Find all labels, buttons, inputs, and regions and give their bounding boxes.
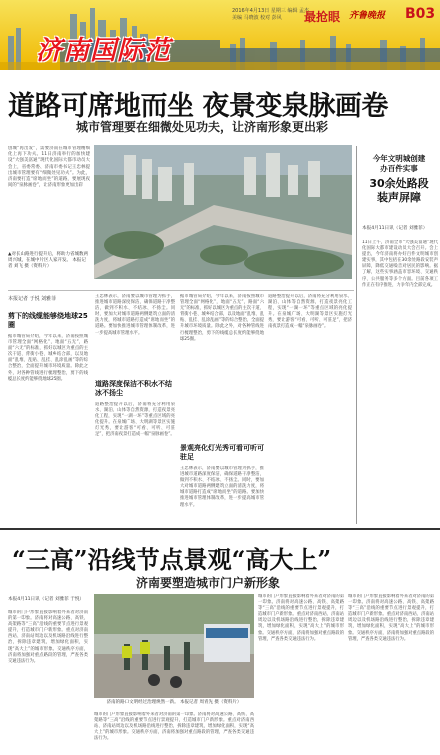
section2-text: 道路整治提升以后，济南将充分利用泉水、湖泊、山体等自然资源，打造夜景亮化工程，实现“一湖一环”等重点区域的亮化提升。在泉城广场、大明湖等景区实施灯光秀，要让游客“可看、可听、可驻足”，把济南夜景打造成一幅“泉脉画卷”。 (95, 402, 175, 438)
main-subhead: 城市管理要在细微处见功夫，让济南形象更出彩 (76, 120, 329, 134)
section2-title: 道路深度保洁不积水不结冰不扬尘 (95, 380, 172, 397)
section-name: 最抢眼 (304, 10, 341, 24)
article-divider (0, 528, 440, 530)
second-text-col3: 城市的门户形象直接影响着外来者对济南的第一印象。济南将对高速公路、高铁、高架路等“三高”沿线的重要节点进行景观提升，打造城市门户新形象。重点对济南西站、济南站周边以及机场路沿线进行整治，拆除违章建筑，增加绿化面积，实现“高大上”的城市形象。交通秩序方面，济南将加强对重点路段的管理，严查各类交通违法行为。 (258, 594, 344, 642)
sidebar-text: 11日上午，济南全市“大强美富通”现代化国际大都市建设动员大会召开。会上提出，今年济南将办好百件文明城市创建实事，其中包括在30余处路段安装声屏障，降低交通噪音对居民的影响。据了解，这些实事涵盖市容环境、交通秩序、公共服务等多个方面。目前各项工作正在有序推进，力争年内全部完成。 (362, 240, 438, 288)
page-number: B03 (405, 6, 436, 22)
photo-caption: ▲对长山路进行提升后，将助力省城数两周兴城，在城中片区人家开发。 本报记者 刘飞 摄（资料片） (8, 252, 88, 269)
newspaper-logo: 齐鲁晚报 (349, 11, 386, 21)
second-headline: “三高”沿线节点景观“高大上” (12, 545, 332, 574)
sidebar-byline: 本报4月11日讯（记者 刘雅菲） (362, 226, 428, 231)
section3-text: 王忠林表示，济南要以城市管理为抓手，推进城市道路深度保洁，确保道路干净整洁，做到不积水、不结冰、不扬尘。同时，要加大对城市道路两侧建筑立面的清洗力度，将城市道路打造成“席地而坐”的道路。要加快推进城市管理体制改革，进一步提高城市管理水平。 (180, 466, 264, 508)
article-byline: 本报记者 于悦 刘雅菲 (8, 296, 57, 302)
lead-paragraph: 创城“再出发”，需要济南在城市管理精细化上再下功夫。11日济南举行的加快建设“大强美富通”现代化国际大都市动员大会上，省委常委、济南市委书记王忠林提出城市管理要有“细微处见功夫”。为此，济南要打造“席地而坐”的道路，要展现夜间的“泉脉画卷”，让济南形象更加出彩 (8, 146, 90, 189)
section1-title: 剪下的线缆能够绕地球25圈 (8, 312, 88, 329)
second-text-col4: 城市的门户形象直接影响着外来者对济南的第一印象。济南将对高速公路、高铁、高架路等“三高”沿线的重要节点进行景观提升，打造城市门户新形象。重点对济南西站、济南站周边以及机场路沿线进行整治，拆除违章建筑，增加绿化面积，实现“高大上”的城市形象。交通秩序方面，济南将加强对重点路段的管理，严查各类交通违法行为。 (348, 594, 434, 642)
column3-text: 据市城管局介绍，今年以来，济南按照城市管理全面“网格化”，地面“五无”，路面“六无”的标准，抓好以城区为重点的主次干道、背街小巷、城乡结合部，以及地面“乱堆、乱贴、乱挂、乱涂乱画”等的综合整治，全面提升城市环境质量。除此之外，对各种管线进行梳理整治，剪下的线缆总长度约能够绕地球25圈。 (180, 294, 264, 342)
dateline: 2016年4月13日 星期三 编辑 孟杰 美编 马晓波 校对 彭风 (232, 8, 310, 21)
photo-illustration-2 (94, 594, 254, 698)
second-byline: 本报4月11日讯（记者 刘雅菲 于悦） (8, 597, 85, 602)
photo-illustration (94, 145, 352, 279)
city-aerial-photo (94, 145, 352, 279)
sidebar-title-line2: 办百件实事 (380, 164, 418, 173)
column2-text: 王忠林表示，济南要以城市管理为抓手，推进城市道路深度保洁，确保道路干净整洁，做到不积水、不结冰、不扬尘。同时，要加大对城市道路两侧建筑立面的清洗力度，将城市道路打造成“席地而坐”的道路。要加快推进城市管理体制改革，进一步提高城市管理水平。 (95, 294, 175, 336)
section3-title: 景观亮化灯光秀可看可听可驻足 (180, 444, 264, 461)
second-subhead: 济南要塑造城市门户新形象 (136, 576, 281, 590)
second-photo-caption: 济南的路口文明经过治理焕然一新。 本报记者 周青先 摄（资料片） (106, 700, 242, 705)
second-text-col1: 城市的门户形象直接影响着外来者对济南的第一印象。济南将对高速公路、高铁、高架路等“三高”沿线的重要节点进行景观提升，打造城市门户新形象。重点对济南西站、济南站周边以及机场路沿线进行整治，拆除违章建筑，增加绿化面积，实现“高大上”的城市形象。交通秩序方面，济南将加强对重点路段的管理，严查各类交通违法行为。 (8, 610, 88, 664)
sidebar-title-line3: 30余处路段 (369, 177, 429, 190)
divider-line (8, 290, 354, 291)
street-traffic-photo (94, 594, 254, 698)
main-headline: 道路可席地而坐 夜景变泉脉画卷 (8, 91, 388, 122)
second-text-col2: 城市的门户形象直接影响着外来者对济南的第一印象。济南将对高速公路、高铁、高架路等“三高”沿线的重要节点进行景观提升，打造城市门户新形象。重点对济南西站、济南站周边以及机场路沿线进行整治，拆除违章建筑，增加绿化面积，实现“高大上”的城市形象。交通秩序方面，济南将加强对重点路段的管理，严查各类交通违法行为。 (94, 712, 254, 742)
sidebar-title-line4: 装声屏障 (377, 191, 421, 204)
section-masthead: 济南国际范 (36, 36, 172, 66)
section1-text: 据市城管局介绍，今年以来，济南按照城市管理全面“网格化”，地面“五无”，路面“六无”的标准，抓好以城区为重点的主次干道、背街小巷、城乡结合部，以及地面“乱堆、乱贴、乱挂、乱涂乱画”等的综合整治，全面提升城市环境质量。除此之外，对各种管线进行梳理整治，剪下的线缆总长度约能够绕地球25圈。 (8, 334, 88, 382)
column-divider (356, 146, 357, 524)
sidebar-title-line1: 今年文明城创建 (372, 154, 426, 163)
column4-text: 道路整治提升以后，济南将充分利用泉水、湖泊、山体等自然资源，打造夜景亮化工程，实现“一湖一环”等重点区域的亮化提升。在泉城广场、大明湖等景区实施灯光秀，要让游客“可看、可听、可驻足”，把济南夜景打造成一幅“泉脉画卷”。 (268, 294, 352, 330)
